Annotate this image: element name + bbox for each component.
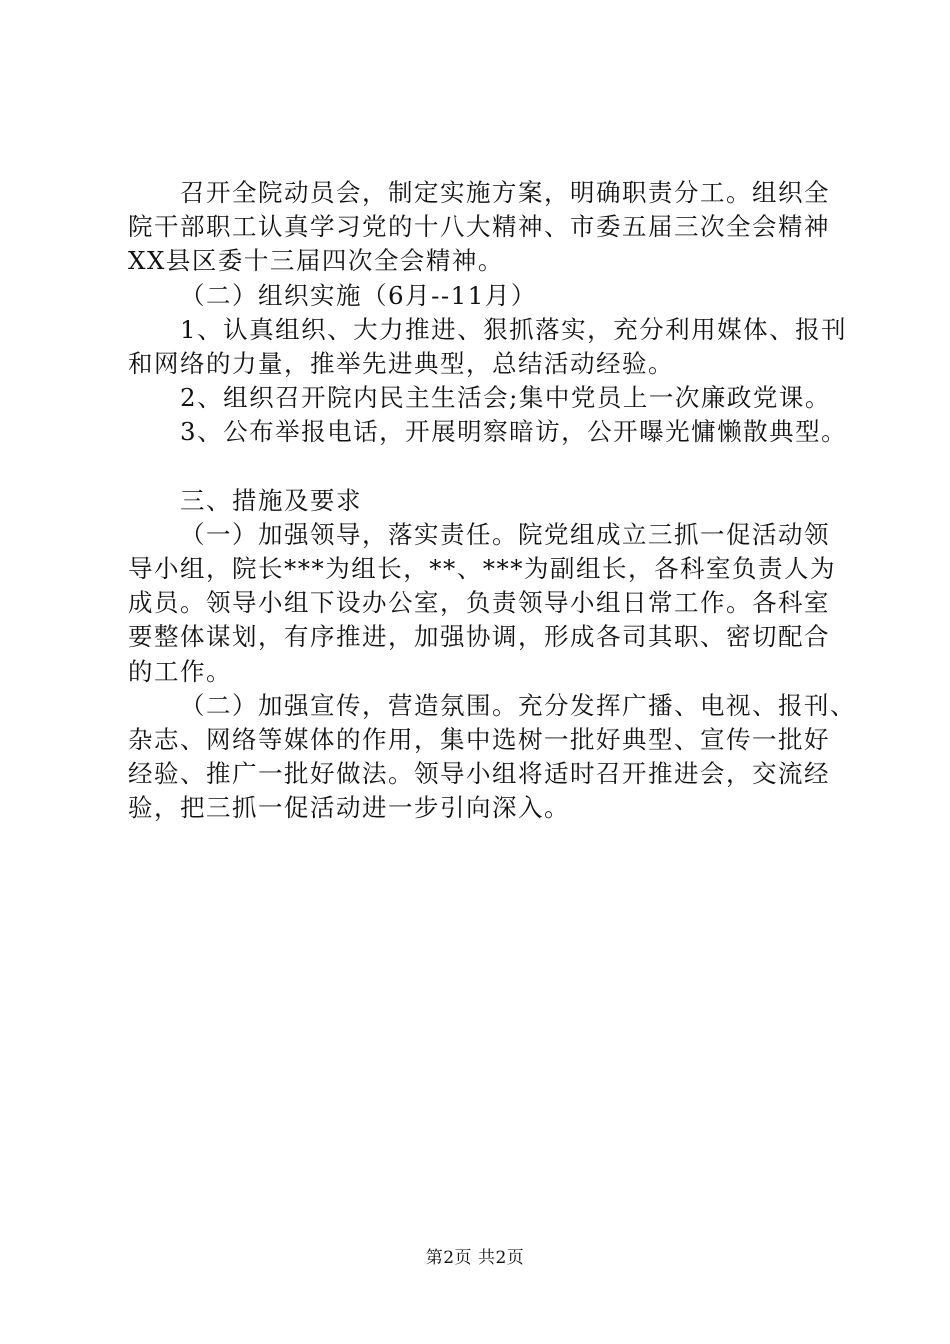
paragraph-line: （一）加强领导，落实责任。院党组成立三抓一促活动领 [180, 519, 830, 549]
section-heading: 三、措施及要求 [180, 485, 362, 515]
paragraph-line: 1、认真组织、大力推进、狠抓落实，充分利用媒体、报刊 [180, 314, 848, 344]
paragraph-gap [128, 450, 828, 484]
paragraph-line: 的工作。 [128, 656, 232, 686]
paragraph-line: 要整体谋划，有序推进，加强协调，形成各司其职、密切配合 [128, 622, 830, 652]
page-footer: 第2页 共2页 [425, 1248, 525, 1268]
document-body [128, 176, 856, 826]
paragraph-line: 经验、推广一批好做法。领导小组将适时召开推进会，交流经 [128, 759, 830, 789]
paragraph-line: 3、公布举报电话，开展明察暗访，公开曝光慵懒散典型。 [180, 417, 848, 447]
paragraph-line: 和网络的力量，推举先进典型，总结活动经验。 [128, 349, 674, 379]
paragraph-line: 验，把三抓一促活动进一步引向深入。 [128, 793, 570, 823]
paragraph-line: 导小组，院长***为组长，**、***为副组长，各科室负责人为 [128, 554, 836, 584]
paragraph-line: 杂志、网络等媒体的作用，集中选树一批好典型、宣传一批好 [128, 725, 830, 755]
section-subheading: （二）组织实施（6月--11月） [180, 280, 537, 310]
paragraph-line: （二）加强宣传，营造氛围。充分发挥广播、电视、报刊、 [180, 690, 856, 720]
paragraph-line: 召开全院动员会，制定实施方案，明确职责分工。组织全 [180, 178, 830, 207]
paragraph-line: 2、组织召开院内民主生活会;集中党员上一次廉政党课。 [180, 383, 831, 413]
paragraph-line: 成员。领导小组下设办公室，负责领导小组日常工作。各科室 [128, 588, 830, 618]
paragraph-line: 院干部职工认真学习党的十八大精神、市委五届三次全会精神 [128, 212, 830, 242]
paragraph-line: XX县区委十三届四次全会精神。 [128, 246, 504, 276]
